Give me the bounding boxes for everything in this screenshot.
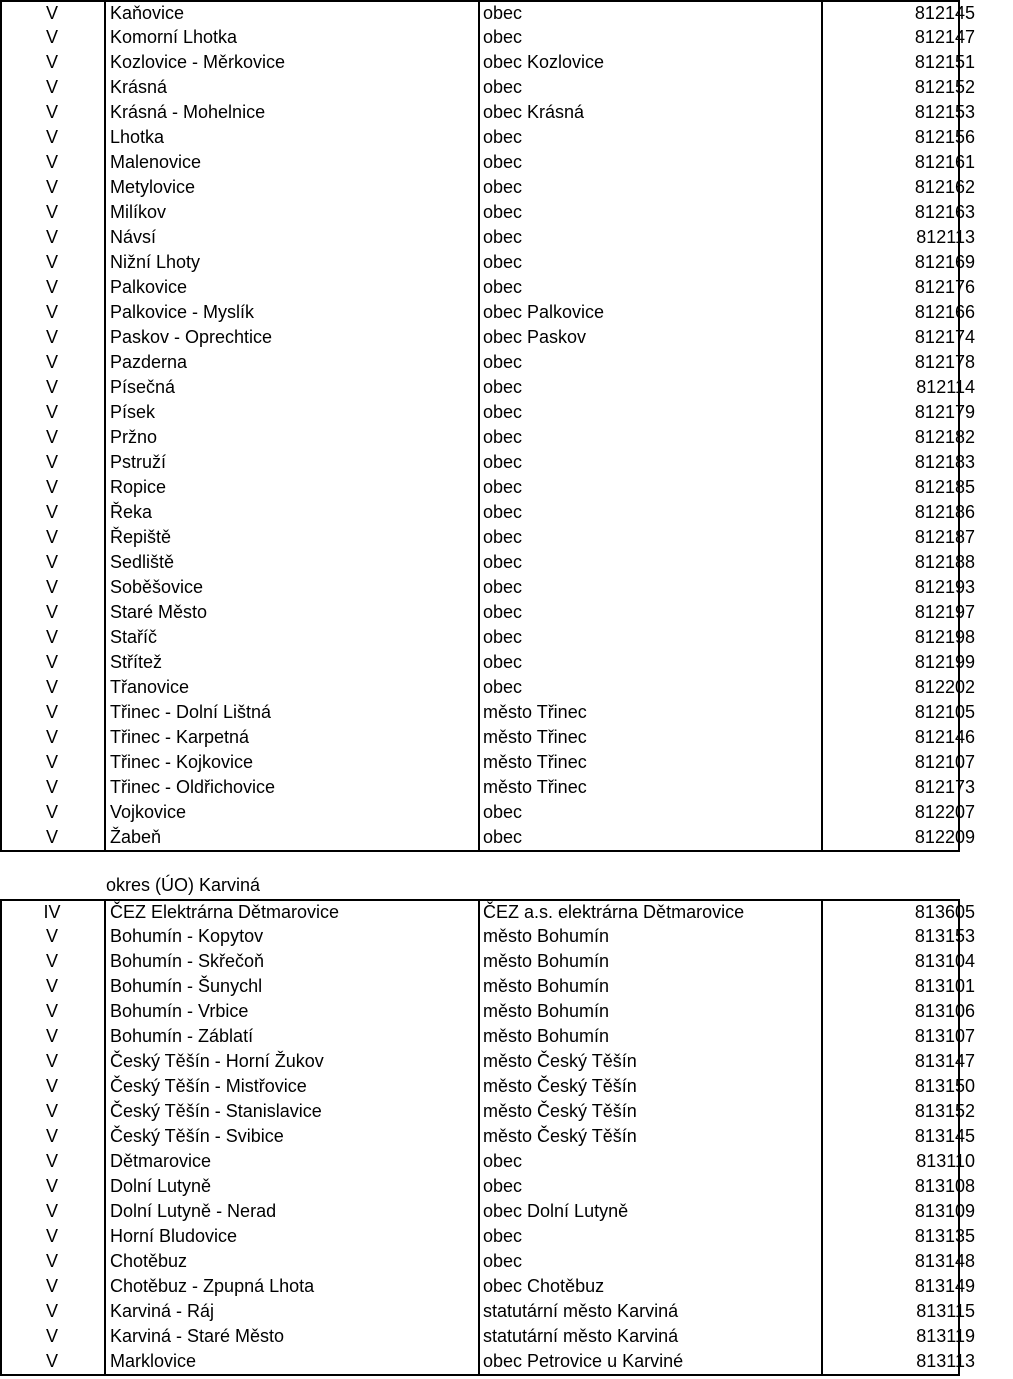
locality-cell: Dolní Lutyně — [105, 1174, 479, 1199]
code-cell: 813152 — [914, 1101, 975, 1121]
code-cell: 813109 — [914, 1201, 975, 1221]
code-cell: 813108 — [914, 1176, 975, 1196]
code-cell: 812178 — [914, 352, 975, 372]
table-row — [0, 675, 1013, 700]
locality-cell: Český Těšín - Stanislavice — [105, 1099, 479, 1124]
category-cell: V — [0, 1049, 105, 1074]
table-row — [0, 500, 1013, 525]
table-row — [0, 1249, 1013, 1274]
table-row — [0, 400, 1013, 425]
locality-cell: Karviná - Staré Město — [105, 1324, 479, 1349]
owner-cell: obec — [479, 1174, 822, 1199]
category-cell: V — [0, 1249, 105, 1274]
category-cell: V — [0, 425, 105, 450]
locality-cell: Řepiště — [105, 525, 479, 550]
table-row — [0, 450, 1013, 475]
locality-cell: Palkovice - Myslík — [105, 300, 479, 325]
code-cell: 812114 — [916, 377, 975, 397]
table-row — [0, 575, 1013, 600]
owner-cell: obec — [479, 175, 822, 200]
owner-cell: obec — [479, 475, 822, 500]
table-row — [0, 100, 1013, 125]
code-cell: 812185 — [914, 477, 975, 497]
code-cell: 812173 — [914, 777, 975, 797]
table-row — [0, 50, 1013, 75]
code-cell: 813115 — [916, 1301, 975, 1321]
code-cell: 812153 — [914, 102, 975, 122]
category-cell: V — [0, 75, 105, 100]
locality-cell: Řeka — [105, 500, 479, 525]
category-cell: V — [0, 1099, 105, 1124]
owner-cell: obec — [479, 400, 822, 425]
locality-cell: Chotěbuz - Zpupná Lhota — [105, 1274, 479, 1299]
table-row — [0, 250, 1013, 275]
locality-table-1-body — [0, 1, 1013, 850]
code-cell: 812199 — [914, 652, 975, 672]
category-cell: V — [0, 400, 105, 425]
code-cell: 812163 — [914, 202, 975, 222]
owner-cell: město Třinec — [479, 700, 822, 725]
owner-cell: obec — [479, 1224, 822, 1249]
locality-cell: Dolní Lutyně - Nerad — [105, 1199, 479, 1224]
category-cell: V — [0, 800, 105, 825]
owner-cell: obec — [479, 375, 822, 400]
code-cell: 813153 — [914, 926, 975, 946]
locality-cell: Pstruží — [105, 450, 479, 475]
owner-cell: obec Kozlovice — [479, 50, 822, 75]
category-cell: V — [0, 974, 105, 999]
locality-cell: ČEZ Elektrárna Dětmarovice — [105, 900, 479, 924]
category-cell: V — [0, 325, 105, 350]
category-cell: V — [0, 1349, 105, 1374]
category-cell: V — [0, 775, 105, 800]
table-row — [0, 1349, 1013, 1374]
table-row — [0, 924, 1013, 949]
table-row — [0, 200, 1013, 225]
category-cell: V — [0, 125, 105, 150]
category-cell: V — [0, 175, 105, 200]
table-row — [0, 650, 1013, 675]
category-cell: V — [0, 150, 105, 175]
locality-cell: Krásná — [105, 75, 479, 100]
table-row — [0, 1199, 1013, 1224]
code-cell: 813150 — [914, 1076, 975, 1096]
category-cell: V — [0, 450, 105, 475]
table-row — [0, 125, 1013, 150]
code-cell: 812188 — [914, 552, 975, 572]
locality-cell: Paskov - Oprechtice — [105, 325, 479, 350]
table-row — [0, 1074, 1013, 1099]
category-cell: V — [0, 350, 105, 375]
code-cell: 812182 — [914, 427, 975, 447]
locality-cell: Třinec - Oldřichovice — [105, 775, 479, 800]
code-cell: 812113 — [916, 227, 975, 247]
code-cell: 812166 — [914, 302, 975, 322]
owner-cell: město Bohumín — [479, 924, 822, 949]
owner-cell: město Třinec — [479, 750, 822, 775]
table-row — [0, 1124, 1013, 1149]
owner-cell: obec — [479, 525, 822, 550]
category-cell: V — [0, 575, 105, 600]
code-cell: 812174 — [914, 327, 975, 347]
locality-table-2-body — [0, 900, 1013, 1374]
owner-cell: obec — [479, 550, 822, 575]
locality-cell: Soběšovice — [105, 575, 479, 600]
owner-cell: obec Krásná — [479, 100, 822, 125]
locality-cell: Třanovice — [105, 675, 479, 700]
category-cell: V — [0, 924, 105, 949]
table-row — [0, 300, 1013, 325]
locality-cell: Chotěbuz — [105, 1249, 479, 1274]
code-cell: 813104 — [914, 951, 975, 971]
code-cell: 812161 — [914, 152, 975, 172]
locality-cell: Nižní Lhoty — [105, 250, 479, 275]
code-cell: 812145 — [914, 3, 975, 23]
category-cell: V — [0, 1, 105, 25]
owner-cell: obec — [479, 25, 822, 50]
table-row — [0, 1299, 1013, 1324]
table-row — [0, 1024, 1013, 1049]
code-cell: 813148 — [914, 1251, 975, 1271]
category-cell: V — [0, 250, 105, 275]
locality-table-1 — [0, 1, 1013, 850]
owner-cell: město Bohumín — [479, 1024, 822, 1049]
owner-cell: obec — [479, 1, 822, 25]
category-cell: V — [0, 725, 105, 750]
category-cell: V — [0, 550, 105, 575]
owner-cell: město Český Těšín — [479, 1099, 822, 1124]
category-cell: V — [0, 500, 105, 525]
locality-cell: Staré Město — [105, 600, 479, 625]
locality-cell: Marklovice — [105, 1349, 479, 1374]
code-cell: 812209 — [914, 827, 975, 847]
locality-cell: Malenovice — [105, 150, 479, 175]
code-cell: 812107 — [914, 752, 975, 772]
table-row — [0, 750, 1013, 775]
category-cell: V — [0, 475, 105, 500]
code-cell: 813145 — [914, 1126, 975, 1146]
locality-cell: Milíkov — [105, 200, 479, 225]
category-cell: V — [0, 225, 105, 250]
code-cell: 812151 — [914, 52, 975, 72]
locality-cell: Pazderna — [105, 350, 479, 375]
table-row — [0, 700, 1013, 725]
table-row — [0, 1274, 1013, 1299]
owner-cell: obec — [479, 1249, 822, 1274]
table-row — [0, 1049, 1013, 1074]
category-cell: V — [0, 1124, 105, 1149]
table-row — [0, 75, 1013, 100]
code-cell: 812105 — [914, 702, 975, 722]
locality-cell: Metylovice — [105, 175, 479, 200]
owner-cell: město Třinec — [479, 725, 822, 750]
table-row — [0, 425, 1013, 450]
locality-cell: Krásná - Mohelnice — [105, 100, 479, 125]
category-cell: V — [0, 625, 105, 650]
category-cell: V — [0, 1074, 105, 1099]
owner-cell: obec — [479, 650, 822, 675]
category-cell: V — [0, 525, 105, 550]
code-cell: 812198 — [914, 627, 975, 647]
locality-cell: Palkovice — [105, 275, 479, 300]
code-cell: 812152 — [914, 77, 975, 97]
category-cell: V — [0, 1324, 105, 1349]
locality-cell: Bohumín - Kopytov — [105, 924, 479, 949]
code-cell: 812207 — [914, 802, 975, 822]
table-row — [0, 475, 1013, 500]
owner-cell: obec — [479, 125, 822, 150]
locality-cell: Návsí — [105, 225, 479, 250]
table-row — [0, 150, 1013, 175]
table-row — [0, 350, 1013, 375]
code-cell: 812156 — [914, 127, 975, 147]
locality-cell: Písek — [105, 400, 479, 425]
category-cell: V — [0, 999, 105, 1024]
category-cell: V — [0, 700, 105, 725]
category-cell: V — [0, 675, 105, 700]
code-cell: 813110 — [916, 1151, 975, 1171]
locality-cell: Písečná — [105, 375, 479, 400]
table-row — [0, 600, 1013, 625]
owner-cell: město Český Těšín — [479, 1049, 822, 1074]
code-cell: 812186 — [914, 502, 975, 522]
owner-cell: obec Chotěbuz — [479, 1274, 822, 1299]
locality-cell: Bohumín - Skřečoň — [105, 949, 479, 974]
table-row — [0, 25, 1013, 50]
category-cell: V — [0, 1199, 105, 1224]
locality-cell: Bohumín - Záblatí — [105, 1024, 479, 1049]
locality-cell: Komorní Lhotka — [105, 25, 479, 50]
code-cell: 812162 — [914, 177, 975, 197]
table-row — [0, 825, 1013, 850]
owner-cell: obec — [479, 500, 822, 525]
locality-table-2 — [0, 900, 1013, 1374]
owner-cell: město Třinec — [479, 775, 822, 800]
category-cell: V — [0, 375, 105, 400]
category-cell: V — [0, 100, 105, 125]
locality-cell: Kaňovice — [105, 1, 479, 25]
category-cell: IV — [0, 900, 105, 924]
locality-cell: Bohumín - Vrbice — [105, 999, 479, 1024]
owner-cell: obec — [479, 225, 822, 250]
locality-cell: Český Těšín - Svibice — [105, 1124, 479, 1149]
owner-cell: obec — [479, 350, 822, 375]
locality-cell: Třinec - Kojkovice — [105, 750, 479, 775]
locality-cell: Český Těšín - Horní Žukov — [105, 1049, 479, 1074]
category-cell: V — [0, 750, 105, 775]
table-row — [0, 1149, 1013, 1174]
table-row — [0, 800, 1013, 825]
locality-cell: Třinec - Dolní Lištná — [105, 700, 479, 725]
owner-cell: obec — [479, 675, 822, 700]
category-cell: V — [0, 949, 105, 974]
table-row — [0, 525, 1013, 550]
owner-cell: obec — [479, 150, 822, 175]
locality-cell: Ropice — [105, 475, 479, 500]
code-cell: 813149 — [914, 1276, 975, 1296]
table-row — [0, 900, 1013, 924]
locality-cell: Dětmarovice — [105, 1149, 479, 1174]
owner-cell: obec — [479, 600, 822, 625]
table-row — [0, 375, 1013, 400]
table-row — [0, 775, 1013, 800]
code-cell: 813113 — [916, 1351, 975, 1371]
locality-cell: Lhotka — [105, 125, 479, 150]
locality-cell: Vojkovice — [105, 800, 479, 825]
category-cell: V — [0, 200, 105, 225]
category-cell: V — [0, 1024, 105, 1049]
table-row — [0, 625, 1013, 650]
owner-cell: obec — [479, 625, 822, 650]
owner-cell: obec — [479, 200, 822, 225]
owner-cell: město Český Těšín — [479, 1074, 822, 1099]
category-cell: V — [0, 1224, 105, 1249]
code-cell: 813605 — [914, 902, 975, 922]
code-cell: 813107 — [914, 1026, 975, 1046]
code-cell: 813106 — [914, 1001, 975, 1021]
category-cell: V — [0, 1274, 105, 1299]
owner-cell: obec Palkovice — [479, 300, 822, 325]
code-cell: 812183 — [914, 452, 975, 472]
owner-cell: město Bohumín — [479, 999, 822, 1024]
code-cell: 812176 — [914, 277, 975, 297]
owner-cell: obec Dolní Lutyně — [479, 1199, 822, 1224]
table-row — [0, 1, 1013, 25]
category-cell: V — [0, 650, 105, 675]
locality-cell: Kozlovice - Měrkovice — [105, 50, 479, 75]
owner-cell: obec — [479, 800, 822, 825]
table-row — [0, 325, 1013, 350]
code-cell: 812193 — [914, 577, 975, 597]
owner-cell: obec — [479, 825, 822, 850]
code-cell: 812197 — [914, 602, 975, 622]
owner-cell: obec Petrovice u Karviné — [479, 1349, 822, 1374]
code-cell: 812169 — [914, 252, 975, 272]
owner-cell: obec — [479, 450, 822, 475]
locality-cell: Staříč — [105, 625, 479, 650]
table-row — [0, 999, 1013, 1024]
code-cell: 813119 — [916, 1326, 975, 1346]
owner-cell: statutární město Karviná — [479, 1324, 822, 1349]
code-cell: 812202 — [914, 677, 975, 697]
owner-cell: město Bohumín — [479, 974, 822, 999]
table-row — [0, 225, 1013, 250]
owner-cell: město Český Těšín — [479, 1124, 822, 1149]
owner-cell: obec — [479, 425, 822, 450]
owner-cell: obec — [479, 1149, 822, 1174]
category-cell: V — [0, 600, 105, 625]
owner-cell: obec Paskov — [479, 325, 822, 350]
table-row — [0, 974, 1013, 999]
owner-cell: obec — [479, 75, 822, 100]
owner-cell: obec — [479, 575, 822, 600]
locality-cell: Pržno — [105, 425, 479, 450]
category-cell: V — [0, 25, 105, 50]
category-cell: V — [0, 1174, 105, 1199]
table-row — [0, 550, 1013, 575]
owner-cell: ČEZ a.s. elektrárna Dětmarovice — [479, 900, 822, 924]
category-cell: V — [0, 825, 105, 850]
table-row — [0, 1324, 1013, 1349]
code-cell: 812146 — [914, 727, 975, 747]
locality-cell: Horní Bludovice — [105, 1224, 479, 1249]
table-row — [0, 275, 1013, 300]
code-cell: 812179 — [914, 402, 975, 422]
category-cell: V — [0, 1149, 105, 1174]
code-cell: 813135 — [914, 1226, 975, 1246]
table-row — [0, 1099, 1013, 1124]
table-row — [0, 1174, 1013, 1199]
table-row — [0, 725, 1013, 750]
owner-cell: statutární město Karviná — [479, 1299, 822, 1324]
code-cell: 813147 — [914, 1051, 975, 1071]
category-cell: V — [0, 275, 105, 300]
table-row — [0, 949, 1013, 974]
table-row — [0, 1224, 1013, 1249]
owner-cell: obec — [479, 275, 822, 300]
code-cell: 812187 — [914, 527, 975, 547]
locality-cell: Karviná - Ráj — [105, 1299, 479, 1324]
code-cell: 813101 — [914, 976, 975, 996]
locality-cell: Sedliště — [105, 550, 479, 575]
district-heading: okres (ÚO) Karviná — [106, 875, 261, 895]
table-row — [0, 175, 1013, 200]
category-cell: V — [0, 1299, 105, 1324]
locality-cell: Bohumín - Šunychl — [105, 974, 479, 999]
owner-cell: město Bohumín — [479, 949, 822, 974]
locality-cell: Třinec - Karpetná — [105, 725, 479, 750]
locality-cell: Český Těšín - Mistřovice — [105, 1074, 479, 1099]
locality-cell: Žabeň — [105, 825, 479, 850]
locality-cell: Střítež — [105, 650, 479, 675]
category-cell: V — [0, 300, 105, 325]
code-cell: 812147 — [914, 27, 975, 47]
owner-cell: obec — [479, 250, 822, 275]
category-cell: V — [0, 50, 105, 75]
